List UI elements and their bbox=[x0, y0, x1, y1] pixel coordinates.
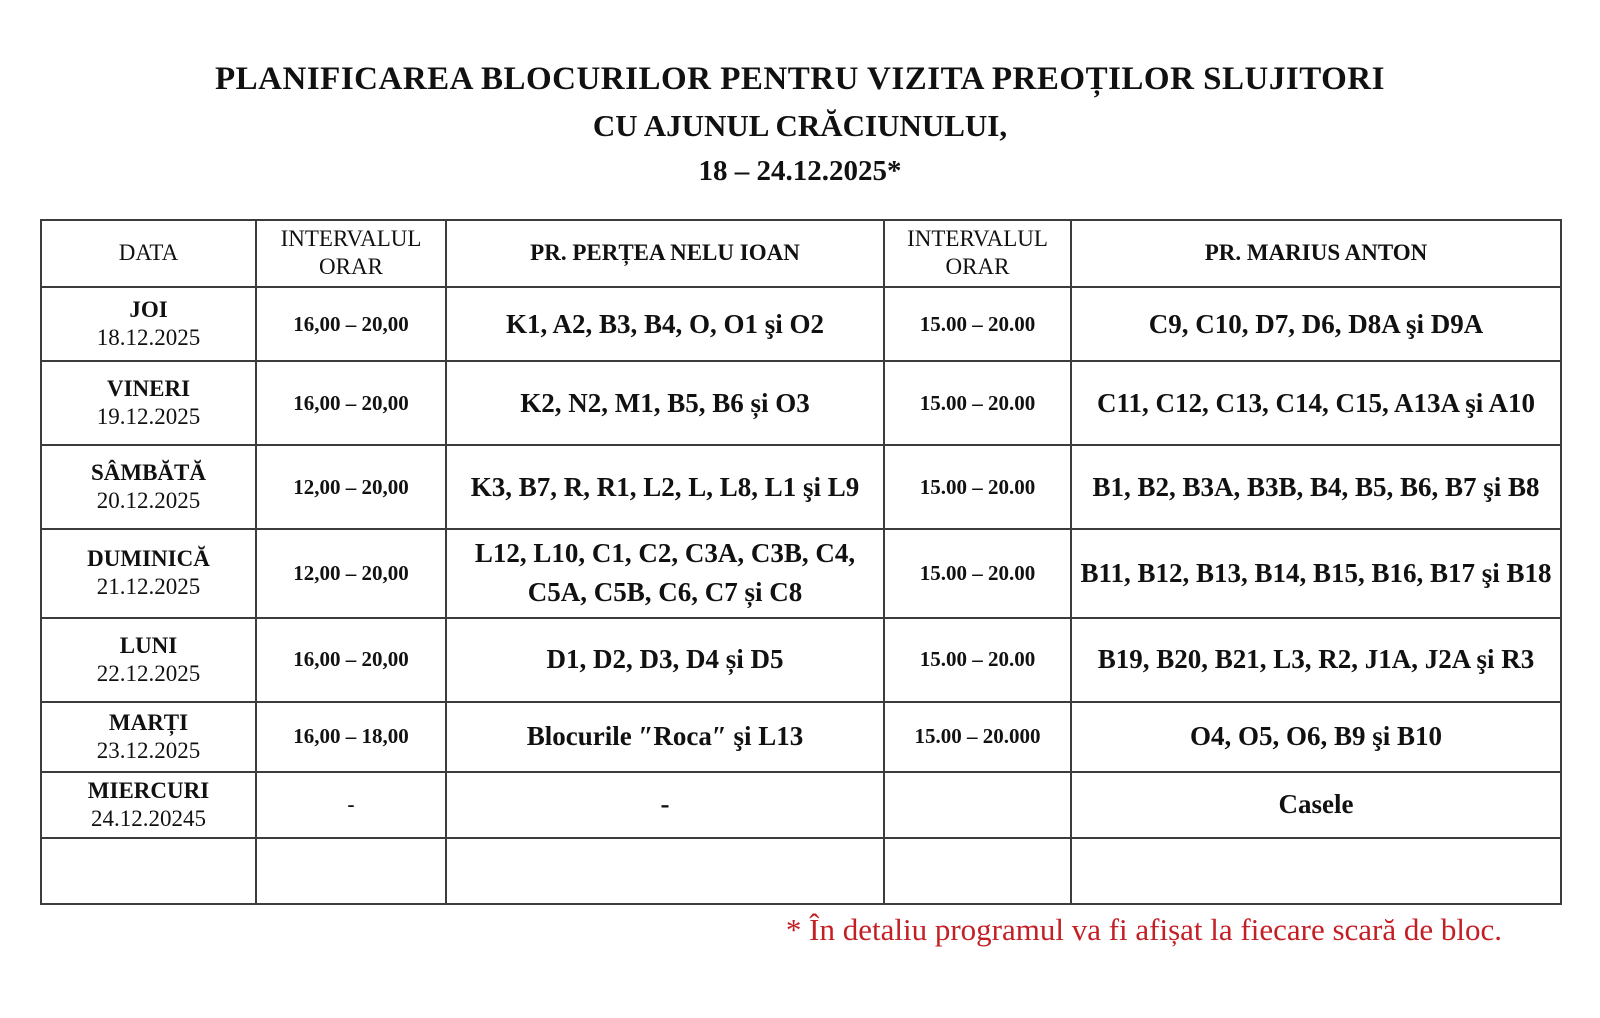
cell-blocks-2: O4, O5, O6, B9 şi B10 bbox=[1071, 702, 1561, 772]
cell-blocks-1: K2, N2, M1, B5, B6 și O3 bbox=[446, 361, 884, 445]
cell-blocks-2: C9, C10, D7, D6, D8A şi D9A bbox=[1071, 287, 1561, 361]
cell-blocks-1: D1, D2, D3, D4 și D5 bbox=[446, 618, 884, 702]
cell-blocks-1: K1, A2, B3, B4, O, O1 şi O2 bbox=[446, 287, 884, 361]
title-line-3: 18 – 24.12.2025* bbox=[698, 155, 902, 188]
cell-date bbox=[41, 772, 256, 838]
cell-blocks-1: - bbox=[446, 772, 884, 838]
title-line-2: CU AJUNUL CRĂCIUNULUI, bbox=[592, 107, 1008, 143]
table-row bbox=[41, 772, 1561, 838]
title-line-1: PLANIFICAREA BLOCURILOR PENTRU VIZITA PREOȚILOR SLUJITORI bbox=[215, 61, 1385, 97]
date-label: 24.12.20245 bbox=[91, 805, 206, 831]
table-row bbox=[41, 529, 1561, 617]
day-label: JOI bbox=[129, 297, 168, 323]
table-row bbox=[41, 702, 1561, 772]
header-data: DATA bbox=[41, 220, 256, 288]
cell-blocks-1: Blocurile ″Roca″ şi L13 bbox=[446, 702, 884, 772]
cell-blocks-1: K3, B7, R, R1, L2, L, L8, L1 şi L9 bbox=[446, 445, 884, 529]
table-row bbox=[41, 287, 1561, 361]
cell-interval-1: 16,00 – 20,00 bbox=[256, 618, 446, 702]
date-label: 20.12.2025 bbox=[96, 488, 201, 514]
header-interval-1: INTERVALUL ORAR bbox=[256, 220, 446, 288]
cell-interval-2: 15.00 – 20.000 bbox=[884, 702, 1071, 772]
header-interval-2: INTERVALUL ORAR bbox=[884, 220, 1071, 288]
cell-date bbox=[41, 445, 256, 529]
day-label: DUMINICĂ bbox=[87, 546, 210, 572]
cell-interval-1: 16,00 – 20,00 bbox=[256, 287, 446, 361]
header-priest-2: PR. MARIUS ANTON bbox=[1071, 220, 1561, 288]
day-label: VINERI bbox=[106, 376, 191, 402]
cell-blocks-2: B19, B20, B21, L3, R2, J1A, J2A şi R3 bbox=[1071, 618, 1561, 702]
cell-blocks-2: B1, B2, B3A, B3B, B4, B5, B6, B7 şi B8 bbox=[1071, 445, 1561, 529]
cell-blocks-2: Casele bbox=[1071, 772, 1561, 838]
cell-blocks-1 bbox=[446, 838, 884, 904]
cell-interval-2: 15.00 – 20.00 bbox=[884, 287, 1071, 361]
cell-interval-2: 15.00 – 20.00 bbox=[884, 361, 1071, 445]
date-label: 23.12.2025 bbox=[96, 737, 201, 763]
cell-interval-2 bbox=[884, 772, 1071, 838]
cell-interval-1: 12,00 – 20,00 bbox=[256, 445, 446, 529]
table-header-row bbox=[41, 220, 1561, 288]
cell-interval-2: 15.00 – 20.00 bbox=[884, 529, 1071, 617]
cell-interval-2 bbox=[884, 838, 1071, 904]
cell-interval-1 bbox=[256, 838, 446, 904]
cell-blocks-1: L12, L10, C1, C2, C3A, C3B, C4, C5A, C5B, C6, C7 și C8 bbox=[446, 529, 884, 617]
header-priest-1: PR. PERȚEA NELU IOAN bbox=[446, 220, 884, 288]
table-row bbox=[41, 838, 1561, 904]
date-label: 21.12.2025 bbox=[96, 574, 201, 600]
document-title bbox=[0, 0, 1600, 191]
cell-date bbox=[41, 287, 256, 361]
cell-interval-1: 12,00 – 20,00 bbox=[256, 529, 446, 617]
date-label: 22.12.2025 bbox=[96, 660, 201, 686]
day-label: MARȚI bbox=[108, 709, 189, 735]
date-label: 18.12.2025 bbox=[96, 325, 201, 351]
cell-interval-2: 15.00 – 20.00 bbox=[884, 445, 1071, 529]
cell-interval-1: - bbox=[256, 772, 446, 838]
cell-blocks-2: C11, C12, C13, C14, C15, A13A şi A10 bbox=[1071, 361, 1561, 445]
table-row bbox=[41, 445, 1561, 529]
table-row bbox=[41, 361, 1561, 445]
footnote-text: * În detaliu programul va fi afișat la fiecare scară de bloc. bbox=[785, 912, 1502, 947]
cell-date bbox=[41, 618, 256, 702]
table-row bbox=[41, 618, 1561, 702]
cell-interval-2: 15.00 – 20.00 bbox=[884, 618, 1071, 702]
cell-interval-1: 16,00 – 20,00 bbox=[256, 361, 446, 445]
day-label: LUNI bbox=[119, 632, 178, 658]
cell-date bbox=[41, 361, 256, 445]
cell-blocks-2 bbox=[1071, 838, 1561, 904]
cell-date bbox=[41, 702, 256, 772]
cell-date bbox=[41, 838, 256, 904]
cell-date bbox=[41, 529, 256, 617]
schedule-table bbox=[40, 219, 1562, 905]
day-label: MIERCURI bbox=[87, 777, 210, 803]
day-label: SÂMBĂTĂ bbox=[90, 460, 206, 486]
cell-interval-1: 16,00 – 18,00 bbox=[256, 702, 446, 772]
date-label: 19.12.2025 bbox=[96, 404, 201, 430]
cell-blocks-2: B11, B12, B13, B14, B15, B16, B17 şi B18 bbox=[1071, 529, 1561, 617]
